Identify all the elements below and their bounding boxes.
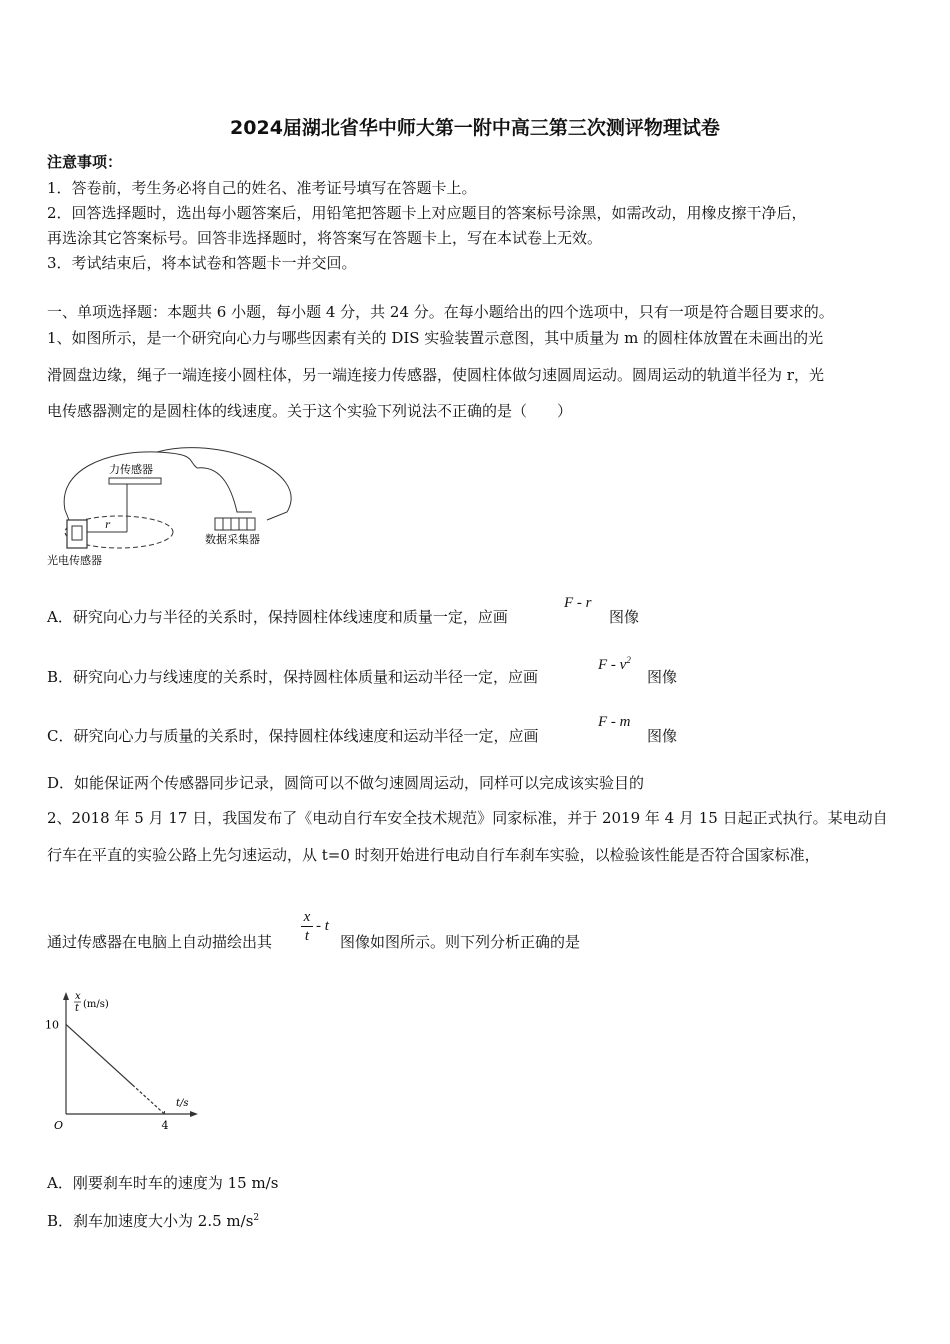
x-tick-label: 4 [161, 1119, 169, 1132]
radius-label: r [105, 520, 110, 531]
option-c-formula: F - m [598, 714, 631, 730]
option-c-suffix: 图像 [647, 727, 678, 745]
q1-apparatus-figure [47, 440, 307, 572]
q2-option-a: A．刚要刹车时车的速度为 15 m/s [47, 1174, 279, 1192]
line-solid-segment [66, 1024, 132, 1084]
ylabel-unit: (m/s) [83, 999, 109, 1010]
q1-stem-line: 电传感器测定的是圆柱体的线速度。关于这个实验下列说法不正确的是（ ） [47, 402, 573, 420]
notice-item: 1．答卷前，考生务必将自己的姓名、准考证号填写在答题卡上。 [47, 179, 477, 197]
q1-stem-line: 1、如图所示，是一个研究向心力与哪些因素有关的 DIS 实验装置示意图，其中质量为 m 的圆柱体放置在未画出的光 [47, 329, 824, 347]
q2-formula-tail: - t [316, 918, 329, 934]
q1-option-d: D．如能保证两个传感器同步记录，圆筒可以不做匀速圆周运动，同样可以完成该实验目的 [47, 774, 645, 792]
x-axis-arrow [190, 1111, 198, 1117]
y-axis-arrow [63, 992, 69, 1000]
q2-stem-prefix: 通过传感器在电脑上自动描绘出其 [47, 933, 273, 951]
option-a-formula: F - r [564, 595, 592, 611]
option-a-text: A．研究向心力与半径的关系时，保持圆柱体线速度和质量一定，应画 [47, 608, 508, 626]
q1-stem-line: 滑圆盘边缘，绳子一端连接小圆柱体，另一端连接力传感器，使圆柱体做匀速圆周运动。圆周运动的轨道半径为 r，光 [47, 366, 824, 384]
origin-label: O [54, 1119, 64, 1132]
data-collector-label: 数据采集器 [205, 533, 260, 546]
xlabel: t/s [176, 1098, 189, 1109]
notice-item: 2．回答选择题时，选出每小题答案后，用铅笔把答题卡上对应题目的答案标号涂黑，如需改动，用橡皮擦干净后， [47, 204, 807, 222]
q2-formula-den: t [304, 928, 310, 944]
q2-formula-num: x [303, 909, 311, 925]
q2-stem-line: 行车在平直的实验公路上先匀速运动，从 t=0 时刻开始进行电动自行车刹车实验，以检验该性能是否符合国家标准， [47, 846, 820, 864]
photo-sensor-label: 光电传感器 [47, 554, 102, 567]
option-c-text: C．研究向心力与质量的关系时，保持圆柱体线速度和运动半径一定，应画 [47, 727, 539, 745]
option-a-suffix: 图像 [609, 608, 640, 626]
q2-option-b-text: B．刹车加速度大小为 2.5 m/s [47, 1212, 254, 1230]
ylabel-den: t [75, 1003, 80, 1014]
option-b-suffix: 图像 [647, 668, 678, 686]
q1-option-c [47, 726, 538, 746]
q2-stem-suffix: 图像如图所示。则下列分析正确的是 [340, 933, 581, 951]
force-sensor-label: 力传感器 [109, 463, 153, 476]
notice-heading: 注意事项： [47, 153, 123, 171]
q2-option-b [47, 1208, 259, 1231]
q2-xt-chart [42, 990, 202, 1135]
section-heading: 一、单项选择题：本题共 6 小题，每小题 4 分，共 24 分。在每小题给出的四个选项中，只有一项是符合题目要求的。 [47, 303, 834, 321]
option-b-formula-sup: 2 [626, 655, 631, 665]
notice-item: 3．考试结束后，将本试卷和答题卡一并交回。 [47, 254, 357, 272]
page-title: 2024届湖北省华中师大第一附中高三第三次测评物理试卷 [230, 117, 720, 139]
q1-option-b [47, 667, 538, 687]
q1-option-a [47, 607, 508, 627]
y-tick-label: 10 [45, 1018, 59, 1032]
q2-option-b-sup: 2 [253, 1213, 260, 1223]
q2-stem-line: 2、2018 年 5 月 17 日，我国发布了《电动自行车安全技术规范》同家标准，并于 2019 年 4 月 15 日起正式执行。某电动自 [47, 809, 888, 827]
option-b-text: B．研究向心力与线速度的关系时，保持圆柱体质量和运动半径一定，应画 [47, 668, 539, 686]
line-dashed-segment [132, 1085, 164, 1114]
notice-item: 再选涂其它答案标号。回答非选择题时，将答案写在答题卡上，写在本试卷上无效。 [47, 229, 603, 247]
option-b-formula [598, 655, 631, 674]
option-b-formula-main: F - v [598, 657, 627, 673]
q2-formula-fraction [300, 908, 314, 945]
ylabel-num: x [75, 991, 81, 1002]
